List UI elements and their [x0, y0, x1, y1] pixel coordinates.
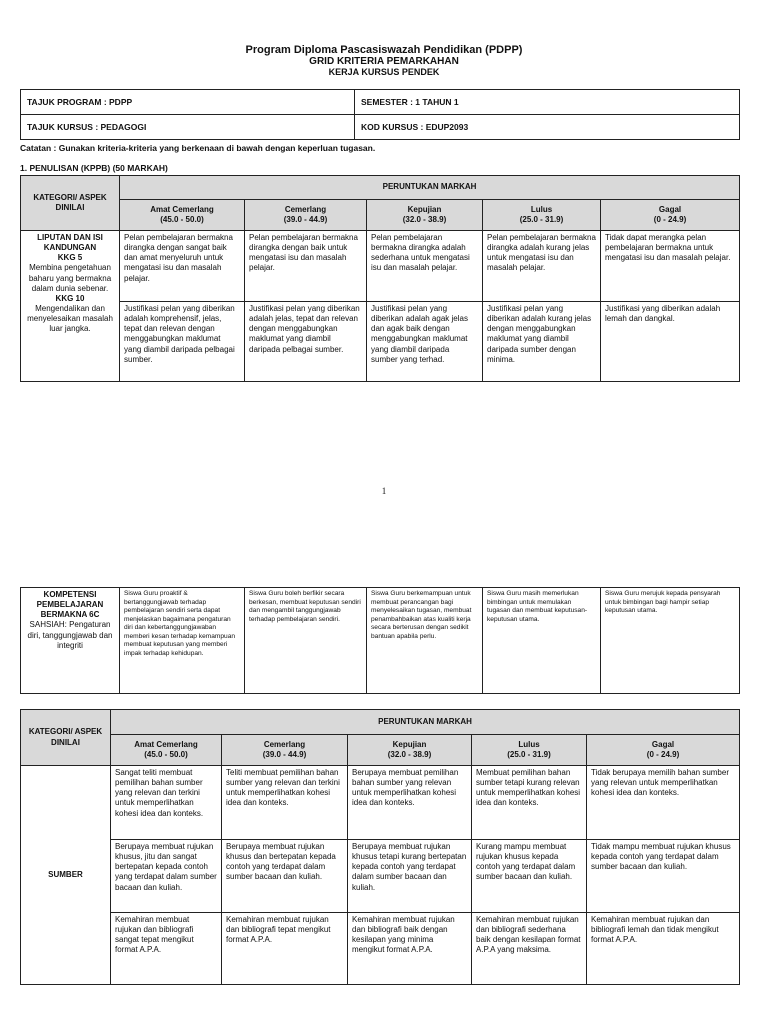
criteria-cell: Pelan pembelajaran bermakna dirangka dengan sangat baik dan amat menyeluruh untuk mengatasi isu dan masalah pelajar.: [120, 231, 245, 302]
allocation-header: PERUNTUKAN MARKAH: [120, 176, 740, 200]
kkg5-label: KKG 5: [57, 253, 83, 263]
page-number: 1: [381, 486, 387, 496]
criteria-cell: Tidak mampu membuat rujukan khusus kepada contoh yang terdapat dalam sumber bacaan dan kuliah.: [587, 840, 740, 913]
kkg10-label: KKG 10: [55, 293, 85, 303]
allocation-header: PERUNTUKAN MARKAH: [111, 710, 740, 735]
course-code: KOD KURSUS : EDUP2093: [355, 115, 740, 140]
criteria-cell: Berupaya membuat rujukan khusus tetapi kurang bertepatan kepada contoh yang terdapat dalam sumber bacaan dan kuliah.: [348, 840, 472, 913]
grade-header: Cemerlang (39.0 - 44.9): [245, 200, 367, 231]
competency-cell: [21, 588, 120, 694]
criteria-cell: Kemahiran membuat rujukan dan bibliografi lemah dan tidak mengikut format A.P.A.: [587, 913, 740, 985]
rubric-table-2: [20, 709, 740, 985]
criteria-cell: Berupaya membuat rujukan khusus, jitu dan sangat bertepatan kepada contoh yang terdapat dalam sumber bacaan dan kuliah.: [111, 840, 222, 913]
category-header: KATEGORI/ ASPEK DINILAI: [21, 176, 120, 231]
competency-desc: SAHSIAH: Pengaturan diri, tanggungjawab dan integriti: [27, 620, 113, 650]
course-title: TAJUK KURSUS : PEDAGOGI: [21, 115, 355, 140]
criteria-cell: Tidak berupaya memilih bahan sumber yang relevan untuk memperlihatkan kohesi idea dan konteks.: [587, 766, 740, 840]
aspect-title: LIPUTAN DAN ISI KANDUNGAN: [37, 233, 103, 253]
criteria-cell: Justifikasi pelan yang diberikan adalah jelas, tepat dan relevan dengan menggabungkan maklumat yang diambil daripada pelbagai sumber.: [245, 302, 367, 382]
criteria-cell: Justifikasi yang diberikan adalah lemah dan dangkal.: [601, 302, 740, 382]
criteria-cell: Justifikasi pelan yang diberikan adalah agak jelas dan agak baik dengan menggabungkan maklumat yang diambil daripada sumber yang terhad.: [367, 302, 483, 382]
criteria-cell: Pelan pembelajaran bermakna dirangka adalah kurang jelas untuk mengatasi isu dan masalah pelajar.: [483, 231, 601, 302]
grade-header: Lulus (25.0 - 31.9): [472, 735, 587, 766]
criteria-cell: Justifikasi pelan yang diberikan adalah komprehensif, jelas, tepat dan relevan dengan menggabungkan maklumat yang diambil daripada pelbagai sumber.: [120, 302, 245, 382]
competency-title: KOMPETENSI PEMBELAJARAN BERMAKNA 6C: [36, 590, 104, 620]
kkg10-desc: Mengendalikan dan menyelesaikan masalah luar jangka.: [27, 304, 113, 334]
criteria-cell: Kemahiran membuat rujukan dan bibliografi tepat mengikut format A.P.A.: [222, 913, 348, 985]
grade-header: Amat Cemerlang (45.0 - 50.0): [120, 200, 245, 231]
grade-header: Kepujian (32.0 - 38.9): [367, 200, 483, 231]
document-title: Program Diploma Pascasiswazah Pendidikan (PDPP): [245, 44, 523, 56]
criteria-cell: Pelan pembelajaran bermakna dirangka adalah sederhana untuk mengatasi isu dan masalah pelajar.: [367, 231, 483, 302]
grade-header: Gagal (0 - 24.9): [601, 200, 740, 231]
document-subtitle: GRID KRITERIA PEMARKAHAN: [309, 56, 459, 67]
criteria-cell: Membuat pemilihan bahan sumber tetapi kurang relevan untuk memperlihatkan kohesi idea dan konteks.: [472, 766, 587, 840]
competency-criteria: Siswa Guru berkemampuan untuk membuat perancangan bagi menyelesaikan tugasan, membuat penambahbaikan atas kualiti kerja secara berterusan dengan sedikit bantuan apabila perlu.: [367, 588, 483, 694]
criteria-cell: Pelan pembelajaran bermakna dirangka dengan baik untuk mengatasi isu dan masalah pelajar.: [245, 231, 367, 302]
criteria-cell: Sangat teliti membuat pemilihan bahan sumber yang relevan dan terkini untuk memperlihatkan kohesi idea dan konteks.: [111, 766, 222, 840]
grade-header: Kepujian (32.0 - 38.9): [348, 735, 472, 766]
kkg5-desc: Membina pengetahuan baharu yang bermakna dalam dunia sebenar.: [28, 263, 112, 293]
criteria-cell: Kemahiran membuat rujukan dan bibliografi sederhana baik dengan kesilapan format A.P.A yang maksima.: [472, 913, 587, 985]
grade-header: Gagal (0 - 24.9): [587, 735, 740, 766]
criteria-cell: Justifikasi pelan yang diberikan adalah kurang jelas dengan menggabungkan maklumat yang diambil daripada sumber dengan minima.: [483, 302, 601, 382]
rubric-table-1: [20, 175, 740, 382]
competency-criteria: Siswa Guru proaktif & bertanggungjawab terhadap pembelajaran sendiri serta dapat menjelaskan bagaimana pengaturan diri dan kebertanggungjawaban memberi kesan terhadap kemampuan membuat keputusan yang memberi impak terhadap kehidupan.: [120, 588, 245, 694]
competency-criteria: Siswa Guru boleh berfikir secara berkesan, membuat keputusan sendiri dan mengambil tanggungjawab terhadap pembelajaran sendiri.: [245, 588, 367, 694]
competency-table: [20, 587, 740, 694]
program-title: TAJUK PROGRAM : PDPP: [21, 90, 355, 115]
competency-criteria: Siswa Guru merujuk kepada pensyarah untuk bimbingan bagi hampir setiap keputusan utama.: [601, 588, 740, 694]
criteria-cell: Kemahiran membuat rujukan dan bibliografi baik dengan kesilapan yang minima mengikut format A.P.A.: [348, 913, 472, 985]
aspect-cell: SUMBER: [21, 766, 111, 985]
grade-header: Cemerlang (39.0 - 44.9): [222, 735, 348, 766]
document-subtitle-2: KERJA KURSUS PENDEK: [328, 67, 440, 77]
category-header: KATEGORI/ ASPEK DINILAI: [21, 710, 111, 766]
section-heading: 1. PENULISAN (KPPB) (50 MARKAH): [20, 163, 168, 173]
criteria-cell: Berupaya membuat pemilihan bahan sumber yang relevan untuk memperlihatkan kohesi idea dan konteks.: [348, 766, 472, 840]
criteria-cell: Berupaya membuat rujukan khusus dan bertepatan kepada contoh yang terdapat dalam sumber bacaan dan kuliah.: [222, 840, 348, 913]
competency-criteria: Siswa Guru masih memerlukan bimbingan untuk memulakan tugasan dan membuat keputusan-keputusan utama.: [483, 588, 601, 694]
semester: SEMESTER : 1 TAHUN 1: [355, 90, 740, 115]
note: Catatan : Gunakan kriteria-kriteria yang berkenaan di bawah dengan keperluan tugasan.: [20, 143, 376, 153]
info-table: [20, 89, 740, 140]
criteria-cell: Kurang mampu membuat rujukan khusus kepada contoh yang terdapat dalam sumber bacaan dan kuliah.: [472, 840, 587, 913]
grade-header: Lulus (25.0 - 31.9): [483, 200, 601, 231]
grade-header: Amat Cemerlang (45.0 - 50.0): [111, 735, 222, 766]
criteria-cell: Tidak dapat merangka pelan pembelajaran bermakna untuk mengatasi isu dan masalah pelajar.: [601, 231, 740, 302]
aspect-cell: [21, 231, 120, 382]
criteria-cell: Teliti membuat pemilihan bahan sumber yang relevan dan terkini untuk memperlihatkan kohesi idea dan konteks.: [222, 766, 348, 840]
criteria-cell: Kemahiran membuat rujukan dan bibliografi sangat tepat mengikut format A.P.A.: [111, 913, 222, 985]
